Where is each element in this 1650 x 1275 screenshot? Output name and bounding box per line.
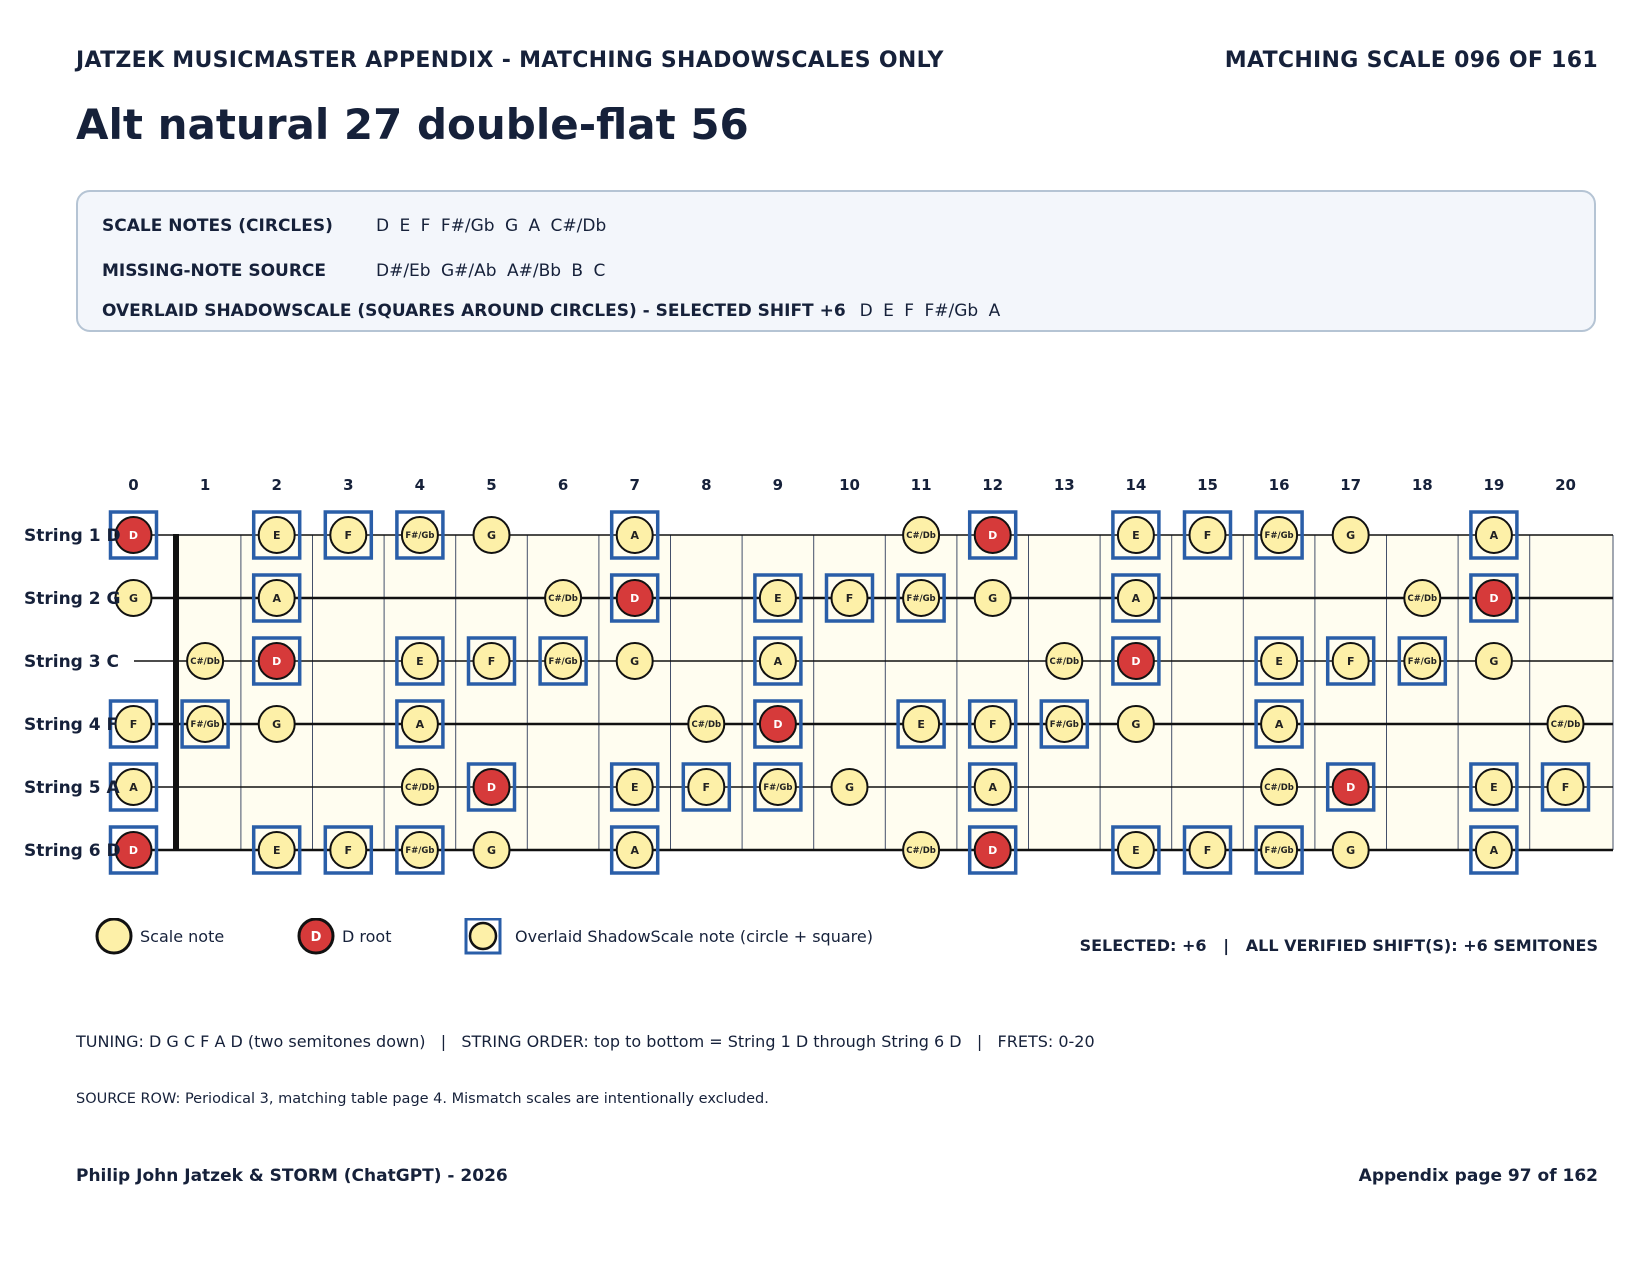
note-label: E [272,844,281,857]
note-label: D [1346,781,1356,794]
note-label: E [272,529,281,542]
fret-number-label: 11 [910,476,932,494]
note-label: F#/Gb [548,657,578,667]
overlay-notes-value: D E F F#/Gb A [859,301,1001,321]
note-label: G [1346,529,1356,542]
note-label: G [988,592,998,605]
note-label: F#/Gb [1407,657,1437,667]
missing-notes-value: D#/Eb G#/Ab A#/Bb B C [376,261,606,281]
note-label: F#/Gb [190,720,220,730]
note-label: A [773,655,783,668]
string-label: String 5 A [24,778,120,798]
overlay-notes-label: OVERLAID SHADOWSCALE (SQUARES AROUND CIRCLES) - SELECTED SHIFT +6 [102,301,846,321]
scale-notes-label: SCALE NOTES (CIRCLES) [102,216,333,236]
note-label: G [128,592,139,605]
note-label: F [344,529,353,542]
note-label: C#/Db [1550,720,1581,730]
scale-notes-row [102,216,606,236]
note-label: G [1131,718,1141,731]
legend-root-symbol: D [310,930,322,945]
note-label: C#/Db [190,657,220,667]
fret-number-label: 15 [1197,476,1218,494]
note-label: G [844,781,855,794]
note-label: C#/Db [1264,783,1294,793]
string-label: String 2 G [24,589,121,609]
note-label: A [129,781,138,794]
note-label: E [1132,844,1140,857]
note-label: D [773,718,783,731]
fret-number-label: 14 [1125,476,1147,494]
fret-number-label: 5 [486,476,497,494]
note-label: E [1275,655,1283,668]
note-label: F#/Gb [1049,720,1079,730]
source-info: SOURCE ROW: Periodical 3, matching table page 4. Mismatch scales are intentionally excluded. [76,1091,769,1107]
note-label: A [272,592,281,605]
string-label: String 6 D [24,841,121,861]
note-label: G [1346,844,1356,857]
note-label: E [1490,781,1498,794]
note-label: G [272,718,282,731]
note-label: C#/Db [906,531,936,541]
fret-number-label: 4 [414,476,426,494]
note-label: F#/Gb [405,846,435,856]
note-label: F [1346,655,1355,668]
overlay-notes-row [102,301,1000,321]
note-label: C#/Db [405,783,435,793]
fret-number-label: 3 [343,476,354,494]
fret-number-label: 0 [128,476,139,494]
fretboard-background [176,535,1613,850]
appendix-header: JATZEK MUSICMASTER APPENDIX - MATCHING SHADOWSCALES ONLY [76,48,944,73]
legend-scale-note-icon [97,919,131,953]
note-label: D [272,655,282,668]
note-label: A [1274,718,1284,731]
note-label: F#/Gb [763,783,793,793]
footer-page-number: Appendix page 97 of 162 [1358,1166,1598,1186]
note-label: D [128,529,139,542]
note-label: D [988,529,998,542]
footer-credit: Philip John Jatzek & STORM (ChatGPT) - 2026 [76,1166,508,1186]
note-label: C#/Db [548,594,578,604]
missing-notes-row [102,261,605,281]
note-label: A [1489,844,1499,857]
note-label: A [988,781,997,794]
fret-number-label: 7 [629,476,640,494]
note-label: A [630,529,639,542]
note-label: E [917,718,925,731]
fret-number-label: 19 [1483,476,1505,494]
note-label: F [1203,529,1212,542]
note-label: F [129,718,138,731]
selected-shift-summary: SELECTED: +6 | ALL VERIFIED SHIFT(S): +6 SEMITONES [1079,936,1598,955]
note-label: A [1131,592,1141,605]
note-label: E [774,592,782,605]
note-label: D [128,844,139,857]
note-label: F [845,592,854,605]
note-label: F#/Gb [1264,531,1294,541]
fret-number-label: 6 [557,476,569,494]
string-label: String 1 D [24,526,121,546]
legend-scale-note-label: Scale note [140,927,225,946]
note-label: D [1131,655,1141,668]
note-label: D [486,781,497,794]
fret-number-label: 17 [1340,476,1362,494]
note-label: F [344,844,353,857]
scale-info-panel [76,190,1596,332]
legend-overlay-label: Overlaid ShadowScale note (circle + square) [515,927,873,946]
fret-number-label: 9 [772,476,784,494]
note-label: A [630,844,639,857]
note-label: F [702,781,711,794]
note-label: G [486,844,497,857]
fret-number-label: 8 [701,476,712,494]
note-label: F [487,655,496,668]
note-label: C#/Db [691,720,722,730]
string-label: String 3 C [24,652,119,672]
note-label: A [415,718,425,731]
note-label: F#/Gb [405,531,435,541]
note-label: G [630,655,640,668]
note-label: D [630,592,640,605]
fret-number-label: 2 [271,476,282,494]
fret-number-label: 18 [1411,476,1433,494]
scale-notes-value: D E F F#/Gb G A C#/Db [376,216,607,236]
note-label: E [416,655,424,668]
note-label: F [1203,844,1212,857]
note-label: F [1561,781,1570,794]
legend-overlay-circle-icon [470,923,496,949]
fret-number-label: 13 [1053,476,1075,494]
note-label: G [1489,655,1499,668]
note-label: F#/Gb [906,594,936,604]
note-label: E [1132,529,1140,542]
fret-number-label: 1 [199,476,211,494]
note-label: C#/Db [1407,594,1438,604]
note-label: C#/Db [1049,657,1080,667]
tuning-info: TUNING: D G C F A D (two semitones down) | STRING ORDER: top to bottom = String 1 D through String 6 D | FRETS: 0-20 [76,1032,1095,1051]
note-label: D [1489,592,1499,605]
fret-number-label: 12 [982,476,1004,494]
string-label: String 4 F [24,715,119,735]
note-label: A [1489,529,1499,542]
note-label: F#/Gb [1264,846,1294,856]
legend-root-label: D root [342,927,392,946]
missing-notes-label: MISSING-NOTE SOURCE [102,261,327,281]
page-title: Alt natural 27 double-flat 56 [76,100,749,149]
note-label: G [486,529,497,542]
scale-counter: MATCHING SCALE 096 OF 161 [1224,48,1598,73]
note-label: C#/Db [906,846,936,856]
note-label: F [988,718,997,731]
note-label: E [630,781,639,794]
note-label: D [988,844,998,857]
fret-number-label: 20 [1555,476,1576,494]
fretboard-diagram [0,460,1650,880]
fret-number-label: 10 [839,476,860,494]
fret-number-label: 16 [1268,476,1290,494]
